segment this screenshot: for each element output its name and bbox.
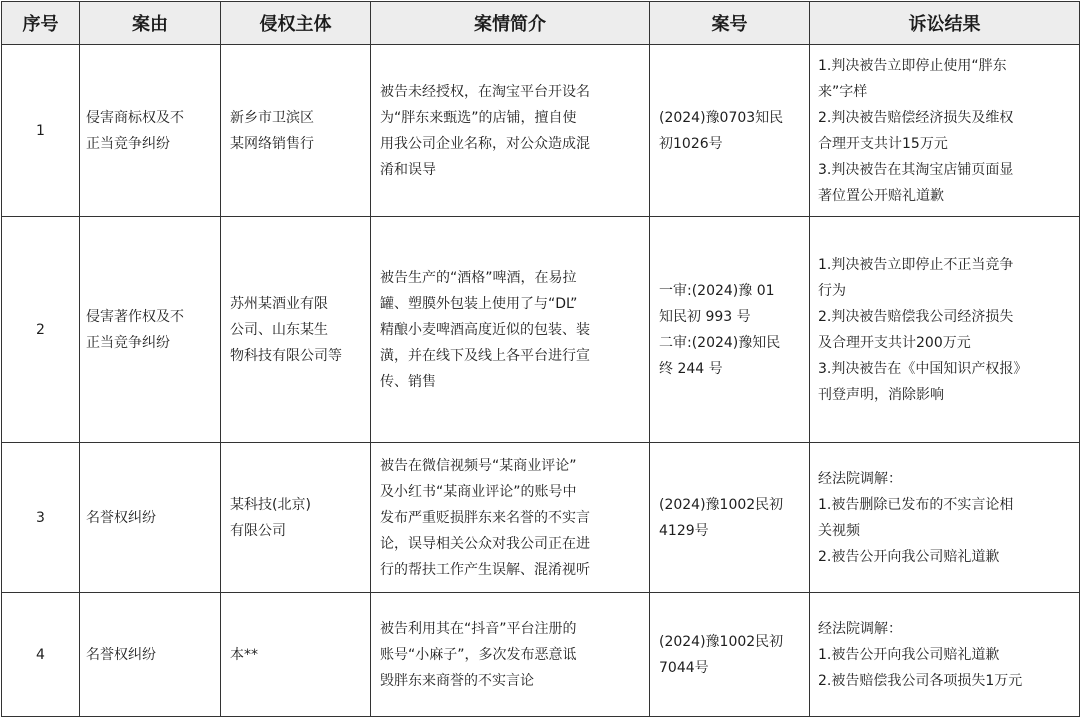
row-case-no [650, 593, 810, 717]
infringer-line: 本** [230, 646, 258, 663]
summary-line: 为“胖东来甄选”的店铺，擅自使 [380, 109, 577, 126]
infringer-line: 物科技有限公司等 [230, 347, 342, 364]
row-result [810, 443, 1080, 593]
row-summary [371, 593, 650, 717]
row-summary [371, 45, 650, 217]
result-line: 2.被告公开向我公司赔礼道歉 [818, 548, 1000, 565]
summary-line: 发布严重贬损胖东来名誉的不实言 [380, 509, 590, 526]
row-result [810, 217, 1080, 443]
case-no-line: (2024)豫1002民初 [659, 496, 784, 513]
result-line: 关视频 [818, 522, 860, 539]
cause-line: 正当竞争纠纷 [86, 135, 170, 152]
summary-line: 传、销售 [380, 373, 436, 390]
infringer-line: 苏州某酒业有限 [230, 295, 328, 312]
result-line: 及合理开支共计200万元 [818, 334, 971, 351]
case-no-line: 终 244 号 [659, 360, 723, 377]
infringer-line: 公司、山东某生 [230, 321, 328, 338]
result-line: 2.判决被告赔偿我公司经济损失 [818, 308, 1014, 325]
case-no-line: 知民初 993 号 [659, 308, 751, 325]
result-line: 行为 [818, 282, 846, 299]
summary-line: 被告在微信视频号“某商业评论” [380, 457, 577, 474]
row-case-no [650, 217, 810, 443]
row-result [810, 45, 1080, 217]
summary-line: 被告生产的“酒格”啤酒，在易拉 [380, 269, 577, 286]
case-no-line: (2024)豫0703知民 [659, 109, 784, 126]
header-result: 诉讼结果 [810, 2, 1080, 45]
case-no-line: 初1026号 [659, 135, 723, 152]
result-line: 来”字样 [818, 83, 868, 100]
table-row [2, 217, 1080, 443]
row-infringer [221, 593, 371, 717]
table-row [2, 443, 1080, 593]
infringer-line: 某科技(北京) [230, 496, 311, 513]
cause-line: 名誉权纠纷 [86, 646, 156, 663]
result-line: 著位置公开赔礼道歉 [818, 187, 944, 204]
summary-line: 被告未经授权，在淘宝平台开设名 [380, 83, 590, 100]
result-line: 1.判决被告立即停止使用“胖东 [818, 57, 1007, 74]
litigation-table [1, 1, 1080, 717]
summary-line: 账号“小麻子”，多次发布恶意诋 [380, 646, 577, 663]
result-line: 1.判决被告立即停止不正当竞争 [818, 256, 1014, 273]
summary-line: 潢，并在线下及线上各平台进行宣 [380, 347, 590, 364]
summary-line: 毁胖东来商誉的不实言论 [380, 672, 534, 689]
result-line: 3.判决被告在其淘宝店铺页面显 [818, 161, 1014, 178]
row-cause [80, 593, 221, 717]
summary-line: 行的帮扶工作产生误解、混淆视听 [380, 561, 590, 578]
infringer-line: 某网络销售行 [230, 135, 314, 152]
result-line: 经法院调解： [818, 470, 902, 487]
case-no-line: (2024)豫1002民初 [659, 633, 784, 650]
summary-line: 精酿小麦啤酒高度近似的包装、装 [380, 321, 590, 338]
row-cause [80, 217, 221, 443]
row-no: 1 [2, 45, 80, 217]
cause-line: 侵害商标权及不 [86, 109, 184, 126]
header-infringer: 侵权主体 [221, 2, 371, 45]
summary-line: 及小红书“某商业评论”的账号中 [380, 483, 577, 500]
case-no-line: 二审:(2024)豫知民 [659, 334, 781, 351]
summary-line: 被告利用其在“抖音”平台注册的 [380, 620, 577, 637]
header-summary: 案情简介 [371, 2, 650, 45]
result-line: 1.被告公开向我公司赔礼道歉 [818, 646, 1000, 663]
row-case-no [650, 45, 810, 217]
row-cause [80, 45, 221, 217]
summary-line: 罐、塑膜外包装上使用了与“DL” [380, 295, 578, 312]
header-no: 序号 [2, 2, 80, 45]
row-infringer [221, 443, 371, 593]
row-result [810, 593, 1080, 717]
header-cause: 案由 [80, 2, 221, 45]
result-line: 2.判决被告赔偿经济损失及维权 [818, 109, 1014, 126]
row-cause [80, 443, 221, 593]
case-no-line: 4129号 [659, 522, 709, 539]
row-summary [371, 443, 650, 593]
header-case-no: 案号 [650, 2, 810, 45]
table-row [2, 45, 1080, 217]
table-header-row [2, 2, 1080, 45]
summary-line: 论，误导相关公众对我公司正在进 [380, 535, 590, 552]
cause-line: 名誉权纠纷 [86, 509, 156, 526]
result-line: 1.被告删除已发布的不实言论相 [818, 496, 1014, 513]
cause-line: 正当竞争纠纷 [86, 334, 170, 351]
row-no: 3 [2, 443, 80, 593]
result-line: 2.被告赔偿我公司各项损失1万元 [818, 672, 1023, 689]
result-line: 经法院调解： [818, 620, 902, 637]
case-no-line: 7044号 [659, 659, 709, 676]
summary-line: 淆和误导 [380, 161, 436, 178]
infringer-line: 有限公司 [230, 522, 286, 539]
result-line: 3.判决被告在《中国知识产权报》 [818, 360, 1028, 377]
row-infringer [221, 217, 371, 443]
summary-line: 用我公司企业名称，对公众造成混 [380, 135, 590, 152]
row-no: 2 [2, 217, 80, 443]
row-infringer [221, 45, 371, 217]
result-line: 合理开支共计15万元 [818, 135, 948, 152]
result-line: 刊登声明，消除影响 [818, 386, 944, 403]
row-case-no [650, 443, 810, 593]
cause-line: 侵害著作权及不 [86, 308, 184, 325]
row-summary [371, 217, 650, 443]
row-no: 4 [2, 593, 80, 717]
infringer-line: 新乡市卫滨区 [230, 109, 314, 126]
table-row [2, 593, 1080, 717]
case-no-line: 一审:(2024)豫 01 [659, 282, 775, 299]
